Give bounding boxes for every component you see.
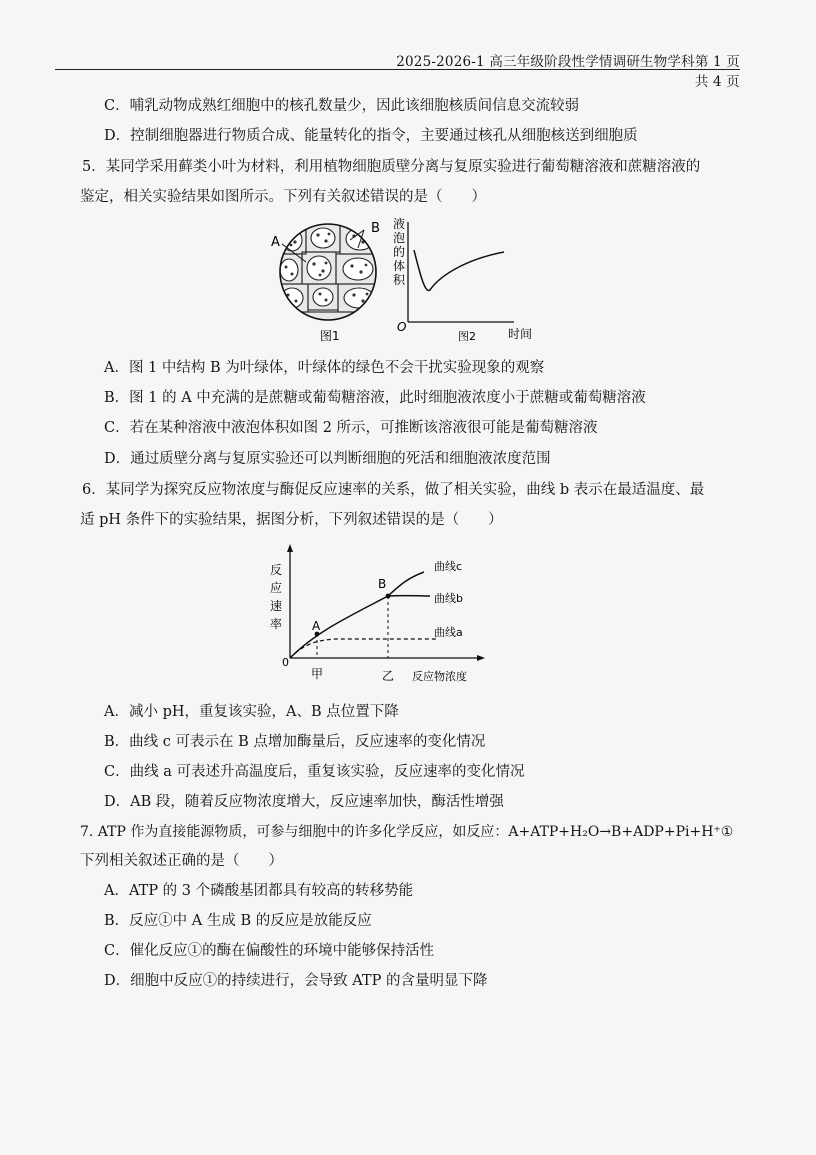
q7-stem-line2: 下列相关叙述正确的是（ ） bbox=[80, 853, 283, 869]
q7-option-c: C．催化反应①的酶在偏酸性的环境中能够保持活性 bbox=[104, 943, 435, 959]
chart-curve-a-label: 曲线a bbox=[434, 626, 463, 639]
q5-option-a: A．图 1 中结构 B 为叶绿体，叶绿体的绿色不会干扰实验现象的观察 bbox=[104, 360, 545, 376]
point-b-marker bbox=[386, 594, 391, 599]
chart-xlabel: 反应物浓度 bbox=[412, 670, 467, 683]
chart-xtick-yi: 乙 bbox=[382, 669, 395, 683]
chart-origin: 0 bbox=[282, 656, 289, 669]
fig2-caption: 图2 bbox=[458, 330, 476, 343]
q6-option-c: C．曲线 a 可表述升高温度后，重复该实验，反应速率的变化情况 bbox=[104, 764, 525, 780]
fig2-origin: O bbox=[397, 320, 407, 334]
fig2-ylabel-3: 的 bbox=[393, 245, 406, 259]
chart-ylabel-4: 率 bbox=[270, 617, 283, 631]
fig2-ylabel-2: 泡 bbox=[393, 231, 406, 245]
chart-ylabel-2: 应 bbox=[270, 581, 283, 595]
q6-option-b: B．曲线 c 可表示在 B 点增加酶量后，反应速率的变化情况 bbox=[104, 734, 486, 750]
fig2-ylabel-4: 体 bbox=[393, 259, 406, 273]
q5-option-c: C．若在某种溶液中液泡体积如图 2 所示，可推断该溶液很可能是葡萄糖溶液 bbox=[104, 420, 598, 436]
label-a: A bbox=[271, 235, 280, 250]
q7-stem-line1: 7. ATP 作为直接能源物质，可参与细胞中的许多化学反应，如反应：A+ATP+H₂O→B+ADP+Pi+H⁺① bbox=[80, 824, 734, 840]
q5-option-b: B．图 1 的 A 中充满的是蔗糖或葡萄糖溶液，此时细胞液浓度小于蔗糖或葡萄糖溶液 bbox=[104, 390, 646, 406]
q7-option-b: B．反应①中 A 生成 B 的反应是放能反应 bbox=[104, 913, 372, 929]
chart-point-b: B bbox=[378, 577, 387, 591]
q5-figure1-cell-diagram bbox=[268, 214, 388, 344]
chart-ylabel-3: 速 bbox=[270, 599, 283, 613]
q7-option-d: D．细胞中反应①的持续进行，会导致 ATP 的含量明显下降 bbox=[104, 973, 488, 989]
q4-option-d: D．控制细胞器进行物质合成、能量转化的指令，主要通过核孔从细胞核送到细胞质 bbox=[104, 128, 638, 144]
page-header: 2025-2026-1 高三年级阶段性学情调研生物学科第 1 页 共 4 页 bbox=[396, 54, 740, 90]
chart-xtick-jia: 甲 bbox=[311, 667, 324, 681]
q5-stem-line1: 5．某同学采用藓类小叶为材料，利用植物细胞质壁分离与复原实验进行葡萄糖溶液和蔗糖溶液的 bbox=[82, 159, 701, 175]
fig1-caption: 图1 bbox=[320, 329, 340, 343]
q6-option-a: A．减小 pH，重复该实验，A、B 点位置下降 bbox=[104, 704, 399, 720]
q6-stem-line2: 适 pH 条件下的实验结果，据图分析，下列叙述错误的是（ ） bbox=[80, 512, 503, 528]
q7-option-a: A．ATP 的 3 个磷酸基团都具有较高的转移势能 bbox=[104, 883, 414, 899]
chart-curve-c-label: 曲线c bbox=[434, 560, 463, 573]
chart-curve-b-label: 曲线b bbox=[434, 592, 463, 605]
q6-stem-line1: 6．某同学为探究反应物浓度与酶促反应速率的关系，做了相关实验，曲线 b 表示在最适温度、最 bbox=[82, 482, 705, 498]
q5-option-d: D．通过质壁分离与复原实验还可以判断细胞的死活和细胞液浓度范围 bbox=[104, 451, 551, 467]
q4-option-c: C．哺乳动物成熟红细胞中的核孔数量少，因此该细胞核质间信息交流较弱 bbox=[104, 98, 580, 114]
fig2-xlabel: 时间 bbox=[508, 327, 533, 341]
q6-option-d: D．AB 段，随着反应物浓度增大，反应速率加快，酶活性增强 bbox=[104, 794, 504, 810]
q5-figure2-vacuole-graph bbox=[392, 214, 542, 344]
curve-c-line bbox=[290, 572, 424, 658]
chart-point-a: A bbox=[312, 619, 321, 633]
chart-ylabel-1: 反 bbox=[270, 563, 283, 577]
curve-a-line bbox=[290, 639, 436, 658]
q6-enzyme-rate-chart bbox=[266, 540, 486, 688]
header-rule bbox=[55, 69, 740, 70]
label-b: B bbox=[371, 221, 380, 236]
q5-stem-line2: 鉴定，相关实验结果如图所示。下列有关叙述错误的是（ ） bbox=[80, 189, 486, 205]
fig2-ylabel-1: 液 bbox=[393, 217, 406, 231]
fig2-ylabel-5: 积 bbox=[393, 273, 406, 287]
